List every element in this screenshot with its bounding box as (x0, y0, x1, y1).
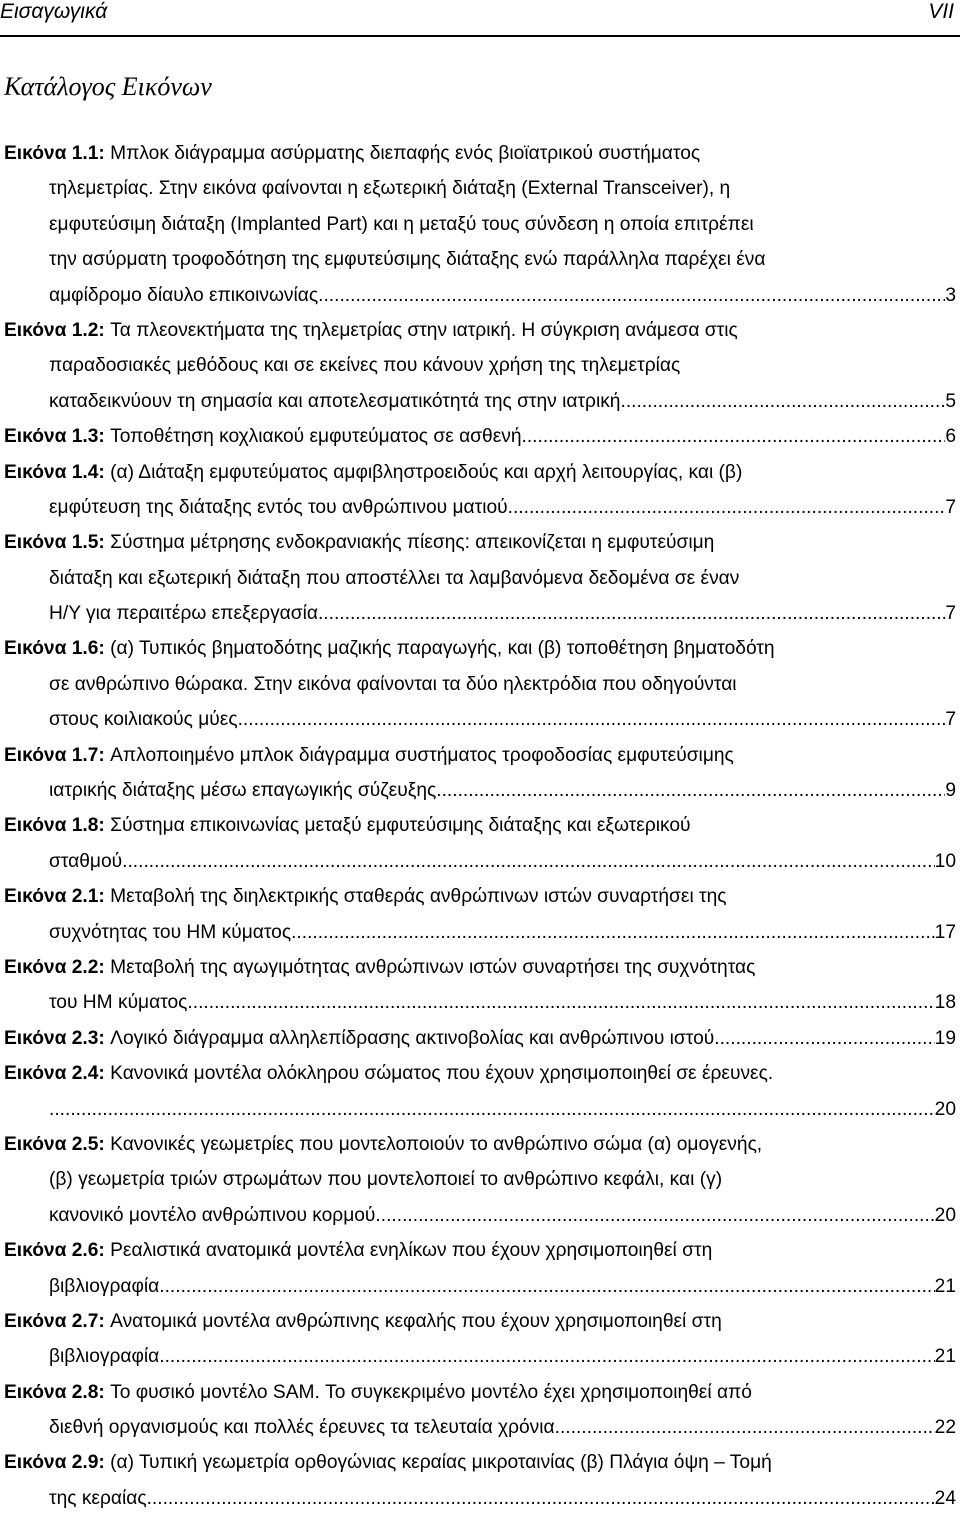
figure-entry-first-line (0, 1056, 956, 1091)
figure-page-number: 22 (934, 1417, 956, 1439)
figure-entry[interactable] (0, 808, 956, 879)
header-page-number: VII (928, 0, 954, 23)
figure-label-colon: : (98, 426, 111, 448)
figure-entry-continuation-line (0, 702, 956, 737)
figure-entry[interactable] (0, 1056, 956, 1127)
figure-label-colon: : (98, 638, 111, 660)
figure-label-colon: : (98, 1133, 111, 1155)
figure-label: Εικόνα 2.8 (4, 1381, 99, 1403)
figure-entry-continuation-line (0, 348, 956, 383)
figure-label: Εικόνα 1.1 (4, 143, 99, 164)
figure-page-number: 10 (934, 850, 956, 872)
figure-entry-first-line (0, 136, 956, 171)
dot-leader (626, 384, 946, 419)
figure-caption-text: Η/Υ για περαιτέρω επεξεργασία. (49, 603, 324, 625)
figure-caption-text: Ανατομικά μοντέλα ανθρώπινης κεφαλής που έχουν χρησιμοποιηθεί στη (110, 1310, 722, 1332)
figure-caption-text: (β) γεωμετρία τριών στρωμάτων που μοντελοποιεί το ανθρώπινο κεφάλι, και (γ) (49, 1169, 723, 1191)
figure-entry[interactable] (0, 136, 956, 313)
figure-entry-continuation-line (0, 915, 956, 950)
figure-entry-continuation-line (0, 596, 956, 631)
dot-leader (560, 1410, 935, 1445)
figure-page-number: 19 (934, 1027, 956, 1049)
figure-caption-text: εμφύτευση της διάταξης εντός του ανθρώπινου ματιού. (49, 496, 513, 518)
figure-page-number: 7 (945, 709, 956, 731)
figure-page-number: 3 (945, 284, 956, 306)
figure-label-colon: : (98, 319, 111, 341)
figure-label-colon: : (98, 1452, 111, 1474)
figure-label-colon: : (98, 1381, 111, 1403)
figure-label-colon: : (98, 815, 111, 837)
figure-caption-text: βιβλιογραφία. (49, 1275, 165, 1297)
figure-entry-continuation-line (0, 1092, 956, 1127)
figure-label: Εικόνα 2.9 (4, 1452, 99, 1474)
figure-caption-text: (α) Διάταξη εμφυτεύματος αμφιβληστροειδούς και αρχή λειτουργίας, και (β) (110, 461, 743, 483)
figure-caption-text: σταθμού. (49, 850, 128, 872)
figure-caption-text: διεθνή οργανισμούς και πολλές έρευνες τα τελευταία χρόνια. (49, 1417, 560, 1439)
figure-entry[interactable] (0, 1445, 956, 1516)
figure-label: Εικόνα 2.2 (4, 956, 99, 978)
dot-leader (527, 419, 945, 454)
figure-label-colon: : (98, 956, 111, 978)
figure-entry-first-line (0, 1304, 956, 1339)
figure-page-number: 17 (934, 921, 956, 943)
figure-caption-text: Λογικό διάγραμμα αλληλεπίδρασης ακτινοβολίας και ανθρώπινου ιστού. (110, 1027, 720, 1049)
figure-label: Εικόνα 2.6 (4, 1240, 99, 1262)
dot-leader (165, 1339, 935, 1374)
figure-caption-text: Κανονικές γεωμετρίες που μοντελοποιούν το ανθρώπινο σώμα (α) ομογενής, (110, 1133, 763, 1155)
dot-leader (49, 1092, 935, 1127)
dot-leader (323, 596, 945, 631)
figure-label: Εικόνα 1.3 (4, 426, 99, 448)
figure-caption-text: Απλοποιημένο μπλοκ διάγραμμα συστήματος τροφοδοσίας εμφυτεύσιμης (110, 744, 734, 766)
figure-caption-text: στους κοιλιακούς μύες. (49, 709, 243, 731)
figure-entry-continuation-line (0, 1162, 956, 1197)
figure-caption-text: Μπλοκ διάγραμμα ασύρματης διεπαφής ενός βιοϊατρικού συστήματος (110, 143, 701, 164)
figure-entry-continuation-line (0, 1481, 956, 1516)
figure-caption-text: Μεταβολή της αγωγιμότητας ανθρώπινων ιστών συναρτήσει της συχνότητας (110, 956, 756, 978)
figure-entry-continuation-line (0, 667, 956, 702)
dot-leader (193, 985, 935, 1020)
figure-entry-continuation-line (0, 1198, 956, 1233)
figure-page-number: 7 (945, 496, 956, 518)
figure-entry[interactable] (0, 525, 956, 631)
figure-caption-text: Το φυσικό μοντέλο SAM. Το συγκεκριμένο μοντέλο έχει χρησιμοποιηθεί από (110, 1381, 752, 1403)
figure-caption-text: Ρεαλιστικά ανατομικά μοντέλα ενηλίκων που έχουν χρησιμοποιηθεί στη (110, 1240, 713, 1262)
figure-entry-first-line (0, 1375, 956, 1410)
figure-caption-text: σε ανθρώπινο θώρακα. Στην εικόνα φαίνονται τα δύο ηλεκτρόδια που οδηγούνται (49, 673, 737, 695)
figure-entry[interactable] (0, 1021, 956, 1056)
dot-leader (296, 915, 934, 950)
figure-label-colon: : (98, 461, 111, 483)
figure-entry-first-line (0, 313, 956, 348)
figure-entry[interactable] (0, 631, 956, 737)
figure-label: Εικόνα 2.5 (4, 1133, 99, 1155)
figure-label-colon: : (98, 1310, 111, 1332)
figure-list (0, 136, 956, 1516)
figure-label: Εικόνα 1.4 (4, 461, 99, 483)
figure-entry-first-line (0, 1445, 956, 1480)
dot-leader (127, 844, 934, 879)
dot-leader (243, 702, 945, 737)
figure-caption-text: της κεραίας. (49, 1487, 152, 1509)
list-of-figures-title: Κατάλογος Εικόνων (4, 72, 212, 101)
figure-entry-continuation-line (0, 384, 956, 419)
figure-caption-text: του ΗΜ κύματος. (49, 992, 193, 1014)
figure-label-colon: : (98, 532, 111, 554)
figure-label-colon: : (98, 143, 111, 164)
dot-leader (442, 773, 946, 808)
figure-entry[interactable] (0, 1233, 956, 1304)
figure-label: Εικόνα 2.1 (4, 886, 99, 908)
figure-caption-text: την ασύρματη τροφοδότηση της εμφυτεύσιμης διάταξης ενώ παράλληλα παρέχει ένα (49, 249, 766, 271)
figure-label-colon: : (98, 886, 111, 908)
figure-page-number: 21 (934, 1275, 956, 1297)
figure-caption-text: συχνότητας του ΗΜ κύματος. (49, 921, 297, 943)
figure-entry-continuation-line (0, 490, 956, 525)
figure-entry[interactable] (0, 950, 956, 1021)
figure-page-number: 21 (934, 1346, 956, 1368)
figure-entry[interactable] (0, 879, 956, 950)
figure-entry-continuation-line (0, 171, 956, 206)
figure-page-number: 9 (945, 780, 956, 802)
figure-caption-text: Τα πλεονεκτήματα της τηλεμετρίας στην ιατρική. Η σύγκριση ανάμεσα στις (110, 319, 738, 341)
figure-entry-continuation-line (0, 1410, 956, 1445)
figure-caption-text: εμφυτεύσιμη διάταξη (Implanted Part) και η μεταξύ τους σύνδεση η οποία επιτρέπει (49, 213, 754, 235)
figure-entry-continuation-line (0, 242, 956, 277)
figure-label: Εικόνα 2.3 (4, 1027, 99, 1049)
figure-label: Εικόνα 1.8 (4, 815, 99, 837)
figure-caption-text: τηλεμετρίας. Στην εικόνα φαίνονται η εξωτερική διάταξη (External Transceiver), η (49, 178, 731, 200)
dot-leader (323, 278, 945, 313)
figure-page-number: 20 (934, 1098, 956, 1120)
figure-entry-first-line (0, 950, 956, 985)
figure-label: Εικόνα 1.5 (4, 532, 99, 554)
figure-page-number: 5 (945, 390, 956, 412)
figure-entry-continuation-line (0, 207, 956, 242)
figure-page-number: 20 (934, 1204, 956, 1226)
figure-caption-text: Τοποθέτηση κοχλιακού εμφυτεύματος σε ασθενή. (110, 426, 527, 448)
figure-caption-text: διάταξη και εξωτερική διάταξη που αποστέλλει τα λαμβανόμενα δεδομένα σε έναν (49, 567, 740, 589)
dot-leader (152, 1481, 935, 1516)
header-section-title: Εισαγωγικά (0, 0, 108, 23)
figure-label-colon: : (98, 1240, 111, 1262)
figure-entry-first-line (0, 1021, 956, 1056)
figure-page-number: 18 (934, 992, 956, 1014)
figure-entry[interactable] (0, 1375, 956, 1446)
figure-entry-first-line (0, 808, 956, 843)
figure-label-colon: : (98, 744, 111, 766)
dot-leader (513, 490, 945, 525)
figure-entry-first-line (0, 1233, 956, 1268)
figure-entry[interactable] (0, 738, 956, 809)
figure-label-colon: : (98, 1027, 111, 1049)
dot-leader (165, 1269, 935, 1304)
figure-label: Εικόνα 1.2 (4, 319, 99, 341)
figure-caption-text: παραδοσιακές μεθόδους και σε εκείνες που κάνουν χρήση της τηλεμετρίας (49, 355, 681, 377)
figure-caption-text: Σύστημα επικοινωνίας μεταξύ εμφυτεύσιμης διάταξης και εξωτερικού (110, 815, 691, 837)
figure-caption-text: καταδεικνύουν τη σημασία και αποτελεσματικότητά της στην ιατρική. (49, 390, 626, 412)
figure-page-number: 6 (945, 426, 956, 448)
figure-entry-continuation-line (0, 844, 956, 879)
figure-entry-first-line (0, 419, 956, 454)
figure-entry[interactable] (0, 455, 956, 526)
figure-entry[interactable] (0, 313, 956, 419)
header-rule (0, 35, 960, 37)
figure-entry[interactable] (0, 1127, 956, 1233)
figure-entry-first-line (0, 631, 956, 666)
figure-caption-text: Κανονικά μοντέλα ολόκληρου σώματος που έχουν χρησιμοποιηθεί σε έρευνες. (110, 1063, 774, 1085)
figure-caption-text: Μεταβολή της διηλεκτρικής σταθεράς ανθρώπινων ιστών συναρτήσει της (110, 886, 727, 908)
figure-caption-text: αμφίδρομο δίαυλο επικοινωνίας. (49, 284, 324, 306)
figure-entry-first-line (0, 1127, 956, 1162)
dot-leader (381, 1198, 935, 1233)
figure-label: Εικόνα 1.7 (4, 744, 99, 766)
figure-page-number: 24 (934, 1487, 956, 1509)
figure-label-colon: : (98, 1063, 111, 1085)
figure-entry-continuation-line (0, 1339, 956, 1374)
figure-entry-first-line (0, 879, 956, 914)
figure-label: Εικόνα 2.7 (4, 1310, 99, 1332)
figure-entry-continuation-line (0, 773, 956, 808)
figure-entry-continuation-line (0, 1269, 956, 1304)
figure-caption-text: (α) Τυπική γεωμετρία ορθογώνιας κεραίας μικροταινίας (β) Πλάγια όψη – Τομή (110, 1452, 772, 1474)
figure-entry-first-line (0, 455, 956, 490)
figure-caption-text: ιατρικής διάταξης μέσω επαγωγικής σύζευξης. (49, 780, 442, 802)
figure-entry[interactable] (0, 419, 956, 454)
figure-entry-first-line (0, 525, 956, 560)
page-header (0, 0, 960, 36)
figure-label: Εικόνα 2.4 (4, 1063, 99, 1085)
figure-entry[interactable] (0, 1304, 956, 1375)
figure-entry-continuation-line (0, 561, 956, 596)
figure-entry-continuation-line (0, 278, 956, 313)
figure-page-number: 7 (945, 603, 956, 625)
figure-entry-continuation-line (0, 985, 956, 1020)
figure-caption-text: βιβλιογραφία. (49, 1346, 165, 1368)
figure-caption-text: Σύστημα μέτρησης ενδοκρανιακής πίεσης: απεικονίζεται η εμφυτεύσιμη (110, 532, 715, 554)
figure-entry-first-line (0, 738, 956, 773)
dot-leader (720, 1021, 935, 1056)
figure-caption-text: (α) Τυπικός βηματοδότης μαζικής παραγωγής, και (β) τοποθέτηση βηματοδότη (110, 638, 775, 660)
figure-caption-text: κανονικό μοντέλο ανθρώπινου κορμού. (49, 1204, 381, 1226)
figure-label: Εικόνα 1.6 (4, 638, 99, 660)
